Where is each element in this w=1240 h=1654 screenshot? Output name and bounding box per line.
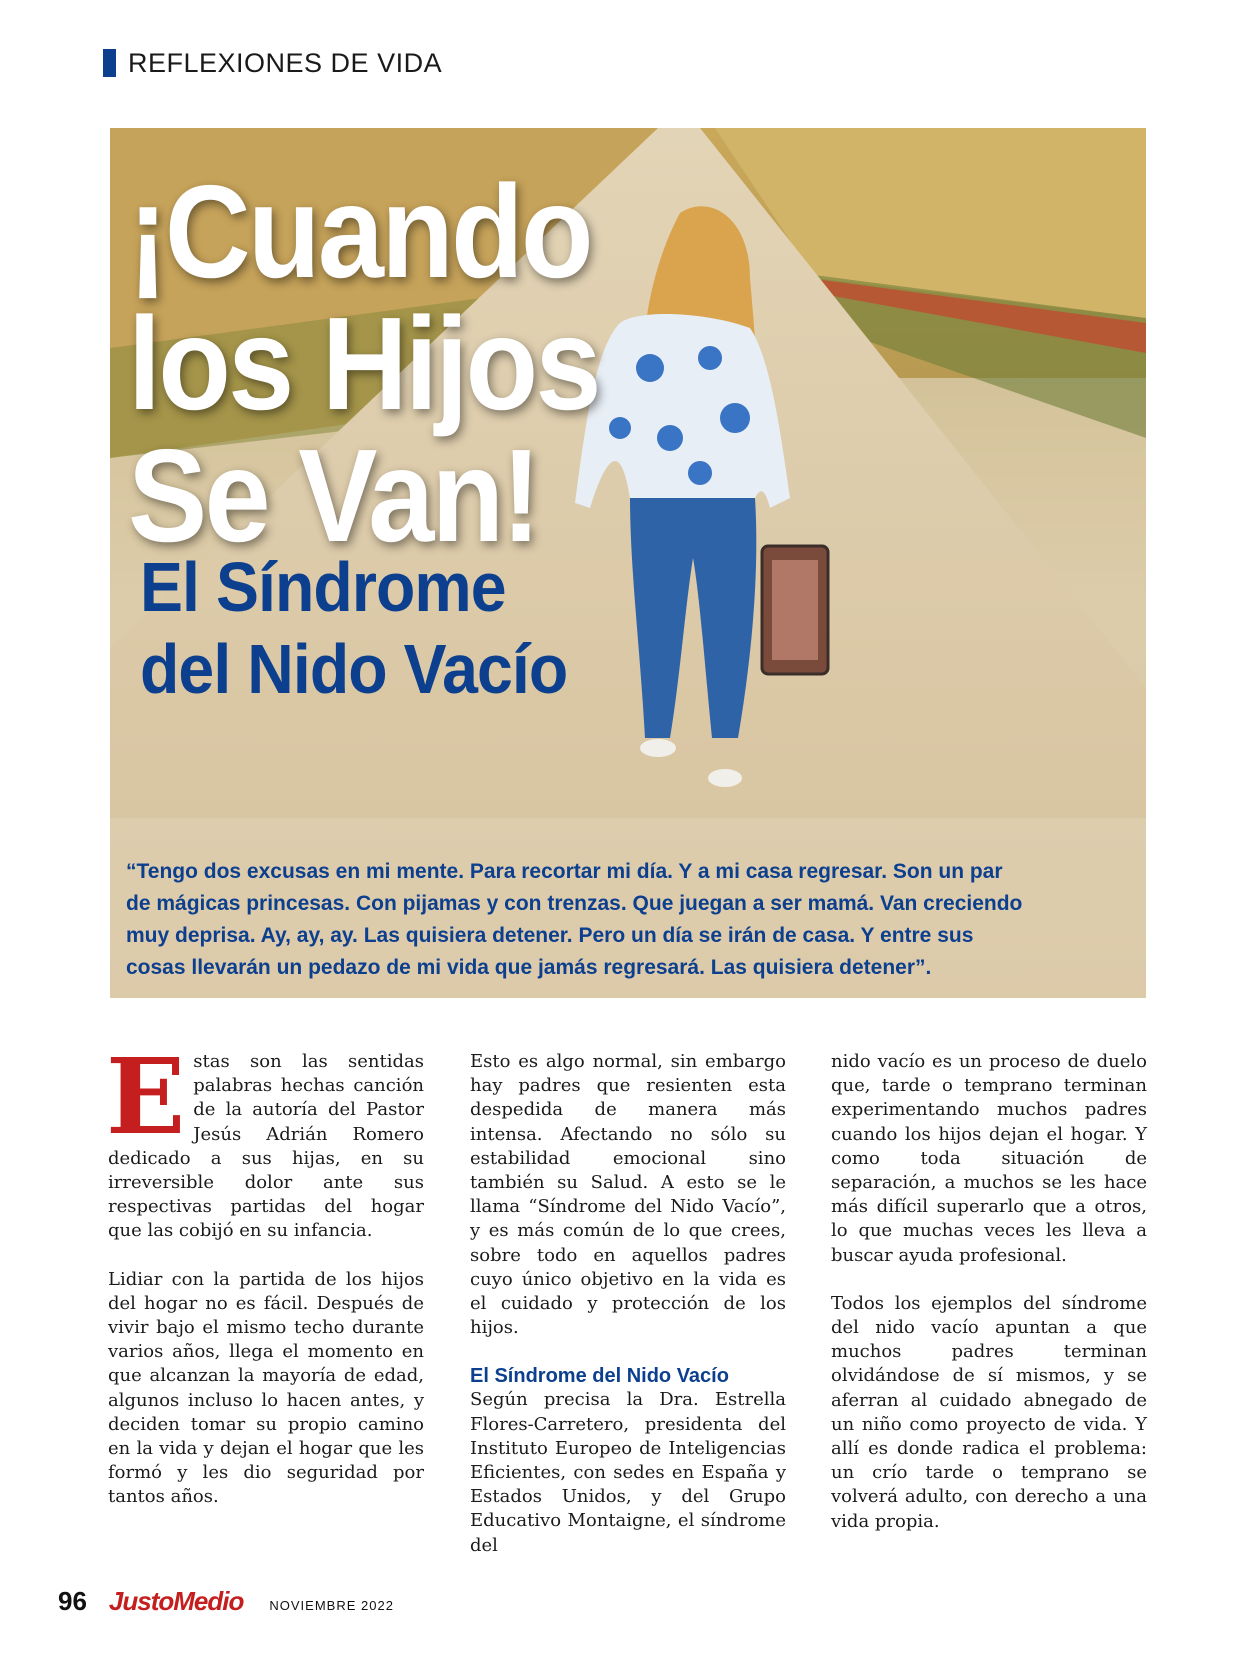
paragraph: Esto es algo normal, sin embargo hay padres que resienten esta despedida de manera más intensa. Afectando no sólo su estabilidad emocional sino también su Salud. A esto se le llama “Síndrome del Nido Vacío”, y es más común de lo que crees, sobre todo en aquellos padres cuyo único objetivo en la vida es el cuidado y protección de los hijos. <box>470 1051 786 1339</box>
paragraph: nido vacío es un proceso de duelo que, tarde o temprano terminan experimentando muchos padres cuando los hijos dejan el hogar. Y como toda situación de separación, a muchos se les hace más difícil superarlo que a otros, lo que muchas veces les lleva a buscar ayuda profesional. <box>831 1051 1147 1266</box>
paragraph <box>106 1035 424 1244</box>
section-heading: El Síndrome del Nido Vacío <box>470 1365 729 1388</box>
article-headline <box>128 158 651 569</box>
headline-line: ¡Cuando <box>128 158 591 305</box>
pull-quote: “Tengo dos excusas en mi mente. Para recortar mi día. Y a mi casa regresar. Son un par de mágicas princesas. Con pijamas y con trenzas. Que juegan a ser mamá. Van creciendo muy deprisa. Ay, ay, ay. Las quisiera detener. Pero un día se irán de casa. Y entre sus cosas llevarán un pedazo de mi vida que jamás regresará. Las quisiera detener”. <box>126 860 1023 979</box>
issue-date: NOVIEMBRE 2022 <box>269 1598 394 1613</box>
article-column-3 <box>831 1050 1147 1558</box>
article-column-2 <box>470 1050 786 1582</box>
paragraph-text: stas son las sentidas palabras hechas canción de la autoría del Pastor Jesús Adrián Romero dedicado a sus hijas, en su irreversible dolor ante sus respectivas partidas del hogar que las cobijó en su infancia. <box>108 1051 424 1242</box>
article-column-1 <box>106 1035 424 1534</box>
dropcap: E <box>106 1035 186 1158</box>
paragraph: Todos los ejemplos del síndrome del nido vacío apuntan a que muchos padres terminan olvidándose de sí mismos, y se aferran al cuidado abnegado de un niño como proyecto de vida. Y allí es donde radica el problema: un crío tarde o temprano se volverá adulto, con derecho a una vida propia. <box>831 1292 1147 1532</box>
subhead-line: del Nido Vacío <box>140 630 568 708</box>
subhead-line: El Síndrome <box>140 548 506 626</box>
headline-line: los Hijos <box>128 290 599 437</box>
section-header <box>103 48 442 78</box>
section-title: REFLEXIONES DE VIDA <box>128 47 443 78</box>
headline-line: Se Van! <box>128 422 539 569</box>
paragraph: Lidiar con la partida de los hijos del hogar no es fácil. Después de vivir bajo el mismo techo durante varios años, llega el momento en que alcanzan la mayoría de edad, algunos incluso lo hacen antes, y deciden tomar su propio camino en la vida y dejan el hogar que les formó y les dio seguridad por tantos años. <box>108 1268 424 1508</box>
article-subheadline <box>140 546 604 710</box>
hero-image <box>110 128 1146 998</box>
magazine-logo: JustoMedio <box>108 1586 244 1616</box>
page-footer <box>58 1586 394 1617</box>
page-number: 96 <box>58 1586 87 1616</box>
paragraph: Según precisa la Dra. Estrella Flores-Carretero, presidenta del Instituto Europeo de Inteligencias Eficientes, con sedes en España y Estados Unidos, y del Grupo Educativo Montaigne, el síndrome del <box>470 1389 786 1556</box>
section-bar <box>103 49 116 77</box>
